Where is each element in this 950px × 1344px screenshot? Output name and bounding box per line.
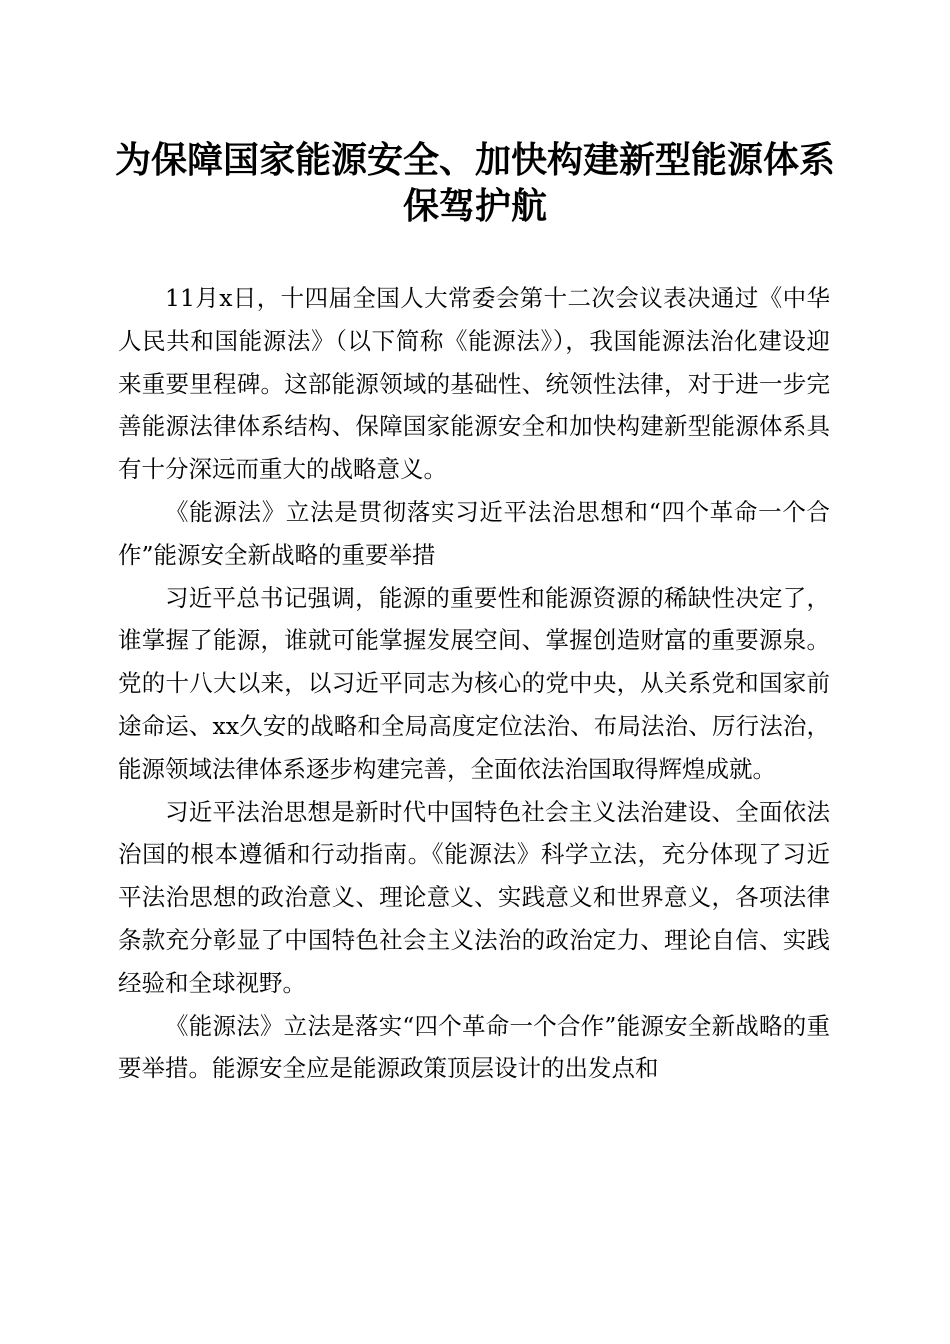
paragraph-intro: 11月x日，十四届全国人大常委会第十二次会议表决通过《中华人民共和国能源法》（以下简称《能源法》），我国能源法治化建设迎来重要里程碑。这部能源领域的基础性、统领性法律，对于进一步完善能源法律体系结构、保障国家能源安全和加快构建新型能源体系具有十分深远而重大的战略意义。 [118,284,830,484]
paragraph-energy-security-strategy: 《能源法》立法是落实“四个革命一个合作”能源安全新战略的重要举措。能源安全应是能源政策顶层设计的出发点和 [118,1011,830,1083]
document-title-line-2: 保驾护航 [402,185,547,227]
document-body [118,277,830,1090]
paragraph-rule-of-law-thought: 习近平法治思想是新时代中国特色社会主义法治建设、全面依法治国的根本遵循和行动指南。《能源法》科学立法，充分体现了习近平法治思想的政治意义、理论意义、实践意义和世界意义，各项法律条款充分彰显了中国特色社会主义法治的政治定力、理论自信、实践经验和全球视野。 [118,797,830,997]
paragraph-energy-importance: 习近平总书记强调，能源的重要性和能源资源的稀缺性决定了，谁掌握了能源，谁就可能掌握发展空间、掌握创造财富的重要源泉。党的十八大以来，以习近平同志为核心的党中央，从关系党和国家前途命运、xx久安的战略和全局高度定位法治、布局法治、厉行法治，能源领域法律体系逐步构建完善，全面依法治国取得辉煌成就。 [118,583,830,783]
paragraph-subheading: 《能源法》立法是贯彻落实习近平法治思想和“四个革命一个合作”能源安全新战略的重要举措 [118,497,830,569]
document-title-line-1: 为保障国家能源安全、加快构建新型能源体系 [114,139,835,181]
